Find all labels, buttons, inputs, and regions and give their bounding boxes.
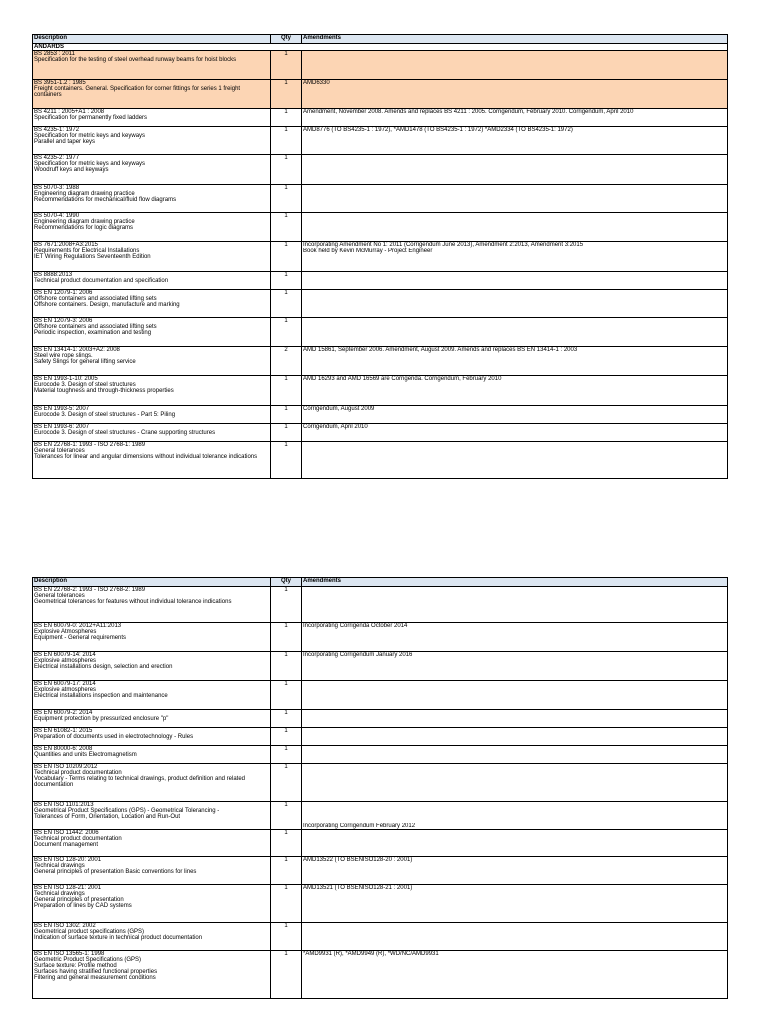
standard-title-line: Vocabulary - Terms relating to technical drawings, product definition and related documentation: [34, 776, 246, 788]
standard-code: BS 8888:2013: [34, 272, 73, 278]
standard-title-line: Preparation of documents used in electrotechnology - Rules: [34, 734, 194, 740]
amendments-header: Amendments: [302, 578, 728, 587]
qty-cell: 1: [271, 318, 302, 347]
standard-title-line: Specification for permanently fixed ladders: [34, 115, 148, 121]
qty-cell: 1: [271, 923, 302, 951]
table-row: [33, 376, 728, 406]
qty-cell: 1: [271, 802, 302, 830]
standard-code: BS EN ISO 13565-1: 1998: [34, 951, 105, 957]
amendments-cell: [302, 347, 728, 376]
standard-title-line: Offshore containers. Design, manufacture and marking: [34, 302, 180, 308]
standard-title-line: Periodic inspection, examination and testing: [34, 330, 152, 336]
amendments-cell: [302, 587, 728, 623]
description-cell: [33, 406, 271, 424]
description-cell: [33, 347, 271, 376]
standard-title-line: Tolerances for linear and angular dimensions without individual tolerance indications: [34, 454, 258, 460]
amendment-text: Incorporating Amendment No 1: 2011 (Corrigendum June 2013), Amendment 2:2013, Amendment 3:2015: [303, 242, 584, 248]
section-row: [33, 44, 728, 51]
standard-code: BS EN 60079-2: 2014: [34, 710, 93, 716]
standard-title-line: Specification for metric keys and keyways: [34, 133, 146, 139]
amendments-cell: [302, 764, 728, 802]
standard-title-line: Technical drawings: [34, 863, 85, 869]
amendments-cell: [302, 857, 728, 885]
table-row: [33, 213, 728, 242]
standard-title-line: Surfaces having stratified functional properties: [34, 969, 158, 975]
standard-title-line: Safety Slings for general lifting service: [34, 359, 136, 365]
standard-title-line: Explosive Atmospheres: [34, 629, 97, 635]
qty-cell: 1: [271, 623, 302, 652]
standards-table-2: [32, 577, 728, 999]
description-cell: [33, 587, 271, 623]
table-header-row: [33, 35, 728, 44]
standard-title-line: Explosive atmospheres: [34, 658, 97, 664]
standard-title-line: Indication of surface texture in technical product documentation: [34, 935, 203, 941]
qty-cell: 1: [271, 185, 302, 213]
standard-title-line: Filtering and general measurement conditions: [34, 975, 156, 981]
table-row: [33, 406, 728, 424]
amendments-cell: [302, 109, 728, 127]
table-row: [33, 802, 728, 830]
standard-code: BS EN 12079-1: 2006: [34, 290, 93, 296]
standard-code: BS EN ISO 128-21: 2001: [34, 885, 102, 891]
description-cell: [33, 424, 271, 442]
standard-code: BS EN 60079-14: 2014: [34, 652, 96, 658]
standard-title-line: General principles of presentation: [34, 897, 124, 903]
description-cell: [33, 213, 271, 242]
table-row: [33, 155, 728, 185]
amendments-cell: [302, 652, 728, 681]
standard-title-line: Technical product documentation: [34, 836, 122, 842]
standard-title-line: Parallel and taper keys: [34, 139, 96, 145]
amendments-cell: [302, 885, 728, 923]
standard-title-line: Eurocode 3. Design of steel structures - Part 5: Piling: [34, 412, 176, 418]
description-cell: [33, 652, 271, 681]
description-cell: [33, 376, 271, 406]
amendments-cell: [302, 213, 728, 242]
table-row: [33, 424, 728, 442]
table-row: [33, 951, 728, 999]
qty-cell: 1: [271, 213, 302, 242]
table-row: [33, 923, 728, 951]
standard-title-line: Equipment protection by pressurized enclosure "p": [34, 716, 169, 722]
standard-code: BS 4235-1: 1972: [34, 127, 80, 133]
description-cell: [33, 710, 271, 728]
table-row: [33, 623, 728, 652]
amendment-text: AMD8776 (TO BS4235-1 : 1972), *AMD1478 (TO BS4235-1 : 1972) *AMD2334 (TO BS4235-1: 1972): [303, 127, 573, 133]
standard-code: BS 4211 : 2005+A1 : 2008: [34, 109, 105, 115]
standard-title-line: Geometric Product Specifications (GPS): [34, 957, 142, 963]
description-cell: [33, 272, 271, 290]
description-cell: [33, 51, 271, 80]
section-label: ANDARDS: [33, 44, 271, 51]
standard-title-line: Woodruff keys and keyways: [34, 167, 109, 173]
description-cell: [33, 951, 271, 999]
amendment-text: AMD6330: [303, 80, 330, 86]
standard-title-line: Geometrical product specifications (GPS): [34, 929, 145, 935]
description-cell: [33, 623, 271, 652]
standard-code: BS EN ISO 128-20: 2001: [34, 857, 102, 863]
description-cell: [33, 109, 271, 127]
table-row: [33, 318, 728, 347]
standard-code: BS EN 80000-6: 2008: [34, 746, 93, 752]
standard-title-line: Technical product documentation and specification: [34, 278, 169, 284]
standard-code: BS EN ISO 10209:2012: [34, 764, 98, 770]
standard-title-line: Recommendations for mechanical/fluid flow diagrams: [34, 197, 177, 203]
standard-title-line: Quantities and units Electromagnetism: [34, 752, 137, 758]
qty-cell: 2: [271, 347, 302, 376]
standard-title-line: Offshore containers and associated lifting sets: [34, 296, 157, 302]
table-row: [33, 885, 728, 923]
description-cell: [33, 185, 271, 213]
standard-title-line: Recommendations for logic diagrams: [34, 225, 134, 231]
description-cell: [33, 318, 271, 347]
amendments-cell: [302, 318, 728, 347]
standard-code: BS EN 60079-0: 2012+A11:2013: [34, 623, 122, 629]
description-cell: [33, 155, 271, 185]
qty-cell: 1: [271, 587, 302, 623]
amendment-text: AMD 16293 and AMD 16569 are Corrigenda. Corrigendum, February 2010: [303, 376, 502, 382]
qty-cell: 1: [271, 376, 302, 406]
table-row: [33, 830, 728, 857]
amendments-cell: [302, 272, 728, 290]
qty-cell: 1: [271, 951, 302, 999]
qty-cell: 1: [271, 155, 302, 185]
qty-cell: 1: [271, 80, 302, 109]
standards-table-1: [32, 34, 728, 479]
amendments-cell: [302, 710, 728, 728]
table-row: [33, 51, 728, 80]
standard-code: BS EN ISO 11442: 2006: [34, 830, 99, 836]
standard-code: BS EN 13414-1: 2003+A2: 2008: [34, 347, 120, 353]
standard-title-line: Freight containers. General. Specification for corner fittings for series 1 freight containers: [34, 86, 241, 98]
amendments-cell: [302, 155, 728, 185]
standard-title-line: Explosive atmospheres: [34, 687, 97, 693]
description-cell: [33, 290, 271, 318]
standard-title-line: Engineering diagram drawing practice: [34, 219, 135, 225]
qty-cell: 1: [271, 242, 302, 272]
qty-cell: 1: [271, 652, 302, 681]
amendments-cell: [302, 406, 728, 424]
standard-code: BS EN ISO 1302: 2002: [34, 923, 96, 929]
amendments-cell: [302, 728, 728, 746]
standard-code: BS EN ISO 1101:2013: [34, 802, 94, 808]
standard-code: BS EN 1993-1-10: 2005: [34, 376, 98, 382]
qty-cell: 1: [271, 710, 302, 728]
description-cell: [33, 681, 271, 710]
amendments-cell: [302, 185, 728, 213]
amendment-text: Incorporating Corrigendum January 2016: [303, 652, 413, 658]
standard-title-line: Geometrical tolerances for features without individual tolerance indications: [34, 599, 232, 605]
table-row: [33, 587, 728, 623]
amendment-text: *AMD9931 (R), *AMD9949 (R), *WD/NC/AMD9931: [303, 951, 439, 957]
table-row: [33, 242, 728, 272]
standard-title-line: General principles of presentation Basic conventions for lines: [34, 869, 197, 875]
table-row: [33, 857, 728, 885]
table-row: [33, 764, 728, 802]
amendment-text: Corrigendum, April 2010: [303, 424, 368, 430]
standard-title-line: Steel wire rope slings.: [34, 353, 93, 359]
standard-code: BS EN 22768-1: 1993 - ISO 2768-1: 1989: [34, 442, 146, 448]
standard-title-line: Engineering diagram drawing practice: [34, 191, 135, 197]
standard-code: BS 5070-3: 1988: [34, 185, 80, 191]
description-cell: [33, 830, 271, 857]
amendments-header: Amendments: [302, 35, 728, 44]
standard-title-line: Offshore containers and associated lifting sets: [34, 324, 157, 330]
standard-title-line: Specification for metric keys and keyways: [34, 161, 146, 167]
qty-cell: 1: [271, 885, 302, 923]
standard-code: BS EN 1993-6: 2007: [34, 424, 90, 430]
qty-cell: 1: [271, 728, 302, 746]
qty-cell: 1: [271, 746, 302, 764]
description-cell: [33, 242, 271, 272]
amendment-text: Amendment, November 2008. Amends and replaces BS 4211 : 2005. Corrigendum, February 2010. Corrigendum, April 2010: [303, 109, 634, 115]
table-row: [33, 652, 728, 681]
standard-code: BS 5070-4: 1990: [34, 213, 80, 219]
standard-title-line: Material toughness and through-thickness properties: [34, 388, 174, 394]
standard-title-line: Document management: [34, 842, 99, 848]
table-row: [33, 80, 728, 109]
amendments-cell: [302, 376, 728, 406]
table-row: [33, 127, 728, 155]
standard-title-line: Geometrical Product Specifications (GPS) - Geometrical Tolerancing -: [34, 808, 220, 814]
qty-cell: 1: [271, 51, 302, 80]
description-cell: [33, 746, 271, 764]
amendment-text: AMD 15861, September 2006. Amendment, August 2009. Amends and replaces BS EN 13414-1 : 2003: [303, 347, 578, 353]
table-row: [33, 109, 728, 127]
amendments-cell: [302, 681, 728, 710]
description-cell: [33, 885, 271, 923]
amendment-text: AMD13521 (TO BSENISO128-21 : 2001): [303, 885, 413, 891]
table-row: [33, 347, 728, 376]
qty-cell: 1: [271, 272, 302, 290]
table-header-row: [33, 578, 728, 587]
description-header: Description: [33, 578, 271, 587]
standard-code: BS EN 12079-3: 2006: [34, 318, 93, 324]
amendments-cell: [302, 951, 728, 999]
standard-title-line: Technical drawings: [34, 891, 85, 897]
amendments-cell: [302, 51, 728, 80]
amendment-text: Incorporating Corrigenda October 2014: [303, 623, 408, 629]
table-row: [33, 290, 728, 318]
qty-cell: 1: [271, 406, 302, 424]
standard-title-line: Preparation of lines by CAD systems: [34, 903, 132, 909]
qty-cell: 1: [271, 424, 302, 442]
description-cell: [33, 857, 271, 885]
table-row: [33, 442, 728, 479]
table-row: [33, 681, 728, 710]
description-header: Description: [33, 35, 271, 44]
amendments-cell: [302, 127, 728, 155]
amendments-cell: [302, 746, 728, 764]
qty-cell: 1: [271, 830, 302, 857]
qty-cell: 1: [271, 681, 302, 710]
table-row: [33, 710, 728, 728]
standard-title-line: IET Wiring Regulations Seventeenth Edition: [34, 254, 151, 260]
standard-code: BS 4235-2: 1977: [34, 155, 80, 161]
amendment-text: Incorporating Corrigendum February 2012: [303, 823, 416, 829]
standard-code: BS 3951-1.2 : 1985: [34, 80, 86, 86]
qty-cell: 1: [271, 764, 302, 802]
qty-cell: 1: [271, 442, 302, 479]
qty-header: Qty: [271, 35, 302, 44]
amendments-cell: [302, 830, 728, 857]
standard-code: BS 7671:2008+A3:2015: [34, 242, 98, 248]
standard-title-line: Electrical installations design, selection and erection: [34, 664, 173, 670]
standard-title-line: Eurocode 3. Design of steel structures: [34, 382, 136, 388]
description-cell: [33, 764, 271, 802]
description-cell: [33, 728, 271, 746]
amendments-cell: [302, 623, 728, 652]
standard-code: BS 2853 : 2011: [34, 51, 75, 57]
standard-title-line: Eurocode 3. Design of steel structures - Crane supporting structures: [34, 430, 216, 436]
amendments-cell: [302, 290, 728, 318]
amendment-text: AMD13522 (TO BSENISO128-20 : 2001): [303, 857, 413, 863]
standard-title-line: General tolerances: [34, 593, 85, 599]
qty-cell: 1: [271, 127, 302, 155]
table-row: [33, 746, 728, 764]
standard-title-line: Requirements for Electrical Installations: [34, 248, 140, 254]
amendments-cell: [302, 424, 728, 442]
standard-title-line: Technical product documentation: [34, 770, 122, 776]
amendments-cell: [302, 442, 728, 479]
description-cell: [33, 127, 271, 155]
standard-code: BS EN 22768-2: 1993 - ISO 2768-2: 1989: [34, 587, 146, 593]
qty-cell: 1: [271, 290, 302, 318]
standard-title-line: Electrical installations inspection and maintenance: [34, 693, 168, 699]
amendments-cell: [302, 802, 728, 830]
standard-title-line: Equipment - General requirements: [34, 635, 127, 641]
amendment-text: Book held by Kevin McMurray - Project Engineer: [303, 248, 433, 254]
standard-code: BS EN 1993-5: 2007: [34, 406, 90, 412]
amendment-text: Corrigendum, August 2009: [303, 406, 375, 412]
table-row: [33, 272, 728, 290]
amendments-cell: [302, 242, 728, 272]
standard-code: BS EN 60079-17: 2014: [34, 681, 96, 687]
table-row: [33, 728, 728, 746]
qty-cell: 1: [271, 857, 302, 885]
qty-cell: 1: [271, 109, 302, 127]
description-cell: [33, 802, 271, 830]
description-cell: [33, 80, 271, 109]
standard-title-line: Tolerances of Form, Orientation, Location and Run-Out: [34, 814, 181, 820]
amendments-cell: [302, 923, 728, 951]
standard-title-line: General tolerances: [34, 448, 85, 454]
standard-title-line: Surface texture: Profile method: [34, 963, 117, 969]
description-cell: [33, 442, 271, 479]
amendments-cell: [302, 80, 728, 109]
standard-title-line: Specification for the testing of steel overhead runway beams for hoist blocks: [34, 57, 237, 63]
standard-code: BS EN 61082-1: 2015: [34, 728, 93, 734]
description-cell: [33, 923, 271, 951]
qty-header: Qty: [271, 578, 302, 587]
table-row: [33, 185, 728, 213]
